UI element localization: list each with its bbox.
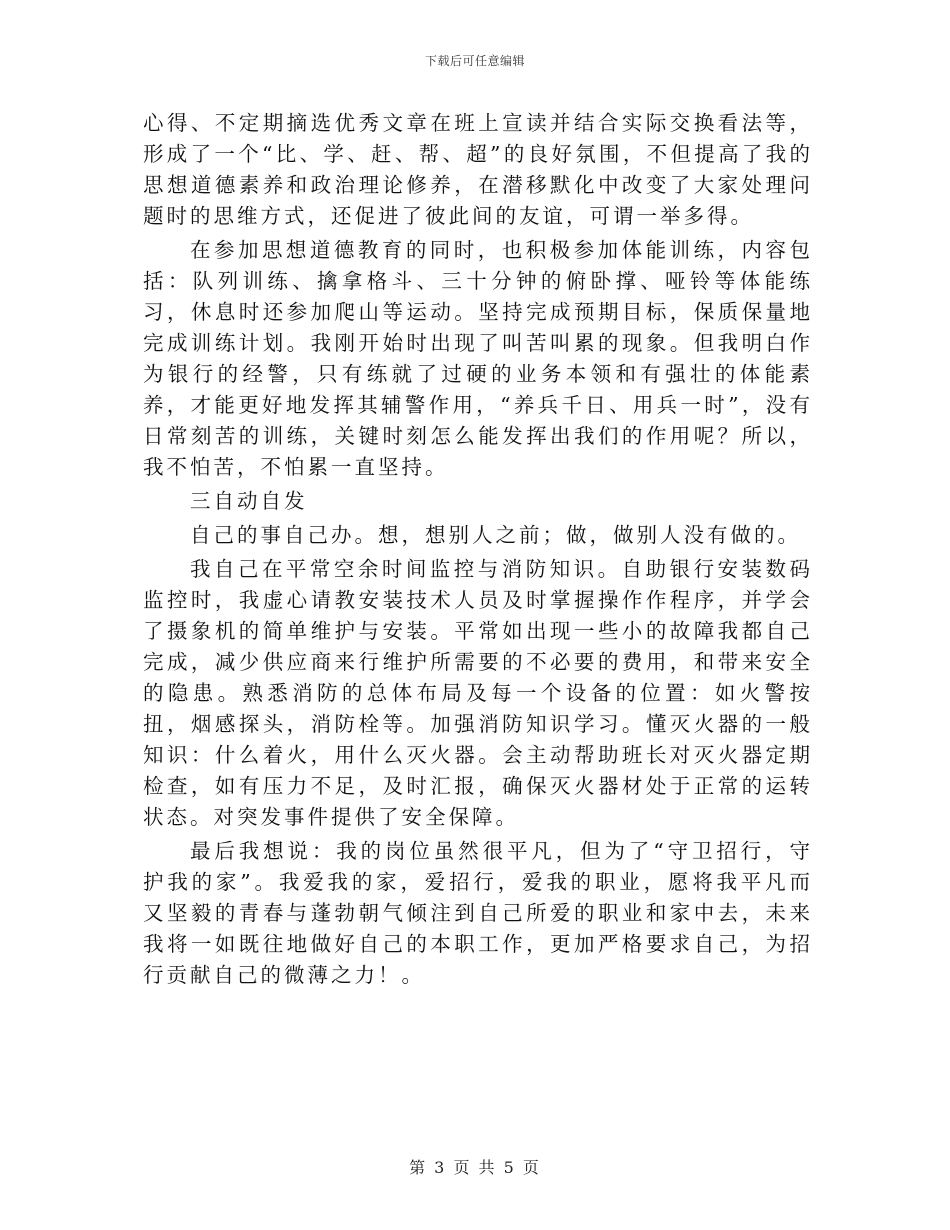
document-body — [143, 108, 813, 994]
paragraph: 我自己在平常空余时间监控与消防知识。自助银行安装数码监控时，我虚心请教安装技术人员及时掌握操作作程序，并学会了摄象机的简单维护与安装。平常如出现一些小的故障我都自己完成，减少供应商来行维护所需要的不必要的费用，和带来安全的隐患。熟悉消防的总体布局及每一个设备的位置：如火警按扭，烟感探头，消防栓等。加强消防知识学习。懂灭火器的一般知识：什么着火，用什么灭火器。会主动帮助班长对灭火器定期检查，如有压力不足，及时汇报，确保灭火器材处于正常的运转状态。对突发事件提供了安全保障。 — [143, 557, 813, 829]
paragraph: 最后我想说：我的岗位虽然很平凡，但为了“守卫招行，守护我的家”。我爱我的家，爱招行，爱我的职业，愿将我平凡而又坚毅的青春与蓬勃朝气倾注到自己所爱的职业和家中去，未来我将一如既往地做好自己的本职工作，更加严格要求自己，为招行贡献自己的微薄之力！。 — [143, 839, 813, 987]
page-header: 下载后可任意编辑 — [424, 54, 525, 68]
paragraph: 在参加思想道德教育的同时，也积极参加体能训练，内容包括：队列训练、擒拿格斗、三十分钟的俯卧撑、哑铃等体能练习，休息时还参加爬山等运动。坚持完成预期目标，保质保量地完成训练计划。我刚开始时出现了叫苦叫累的现象。但我明白作为银行的经警，只有练就了过硬的业务本领和有强壮的体能素养，才能更好地发挥其辅警作用，“养兵千日、用兵一时”，没有日常刻苦的训练，关键时刻怎么能发挥出我们的作用呢？所以，我不怕苦，不怕累一直坚持。 — [143, 238, 813, 479]
page-number: 第 3 页 共 5 页 — [409, 1158, 541, 1177]
paragraph: 心得、不定期摘选优秀文章在班上宣读并结合实际交换看法等，形成了一个“比、学、赶、帮、超”的良好氛围，不但提高了我的思想道德素养和政治理论修养，在潜移默化中改变了大家处理问题时的思维方式，还促进了彼此间的友谊，可谓一举多得。 — [143, 111, 813, 228]
section-heading: 三自动自发 — [190, 489, 308, 513]
paragraph: 自己的事自己办。想，想别人之前；做，做别人没有做的。 — [190, 523, 801, 547]
